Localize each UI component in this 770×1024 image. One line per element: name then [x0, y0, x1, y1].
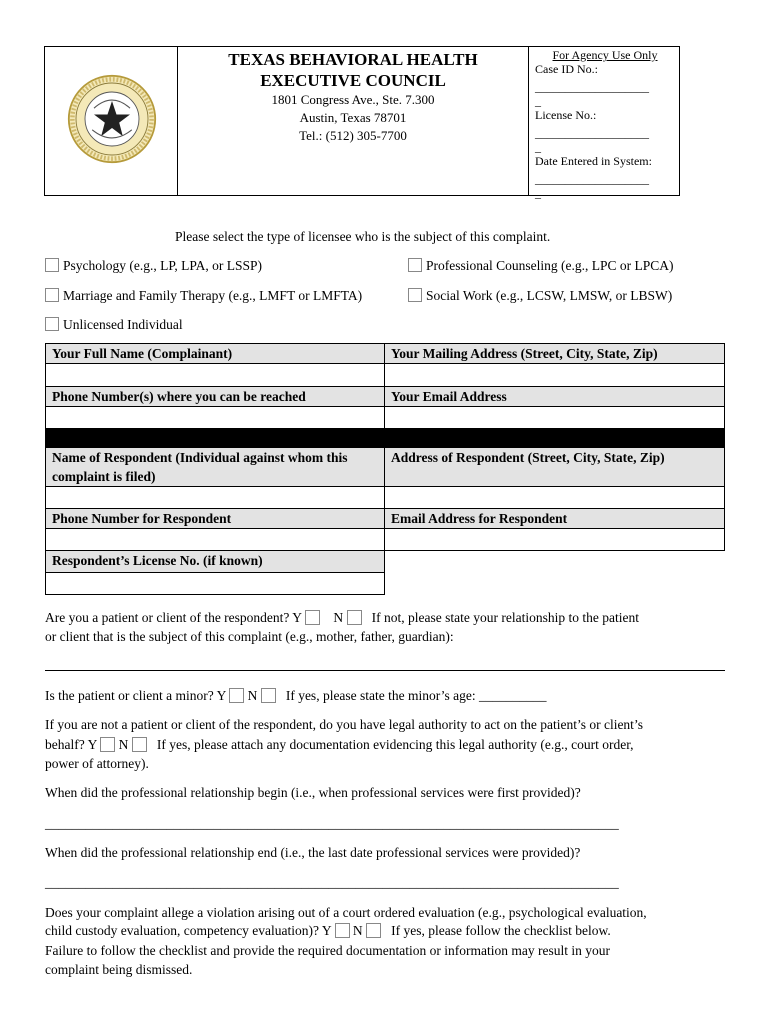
question-relationship-begin: When did the professional relationship begin (i.e., when professional services were first provided)?	[45, 785, 581, 800]
phone-field[interactable]	[46, 407, 385, 429]
relationship-line[interactable]	[45, 670, 725, 671]
header-box	[44, 46, 680, 200]
divider-bar	[385, 429, 725, 448]
respondent-email-field[interactable]	[385, 529, 725, 551]
question-minor: Is the patient or client a minor? Y N If yes, please state the minor’s age: __________	[45, 688, 547, 703]
respondent-address-label: Address of Respondent (Street, City, State, Zip)	[385, 448, 725, 487]
full-name-field[interactable]	[46, 364, 385, 387]
agency-title: TEXAS BEHAVIORAL HEALTH EXECUTIVE COUNCIL	[228, 50, 478, 90]
email-label: Your Email Address	[385, 387, 725, 407]
email-field[interactable]	[385, 407, 725, 429]
option-psychology[interactable]: Psychology (e.g., LP, LPA, or LSSP)	[45, 256, 262, 275]
relationship-end-line[interactable]: _____________________________________________________________________________________	[45, 875, 619, 890]
agency-use-box: For Agency Use Only Case ID No.: ___________________ _ License No.: ___________________ _ Date Entered in System: ___________________ _	[535, 48, 658, 200]
option-unlicensed[interactable]: Unlicensed Individual	[45, 315, 183, 334]
full-name-label: Your Full Name (Complainant)	[46, 344, 385, 364]
question-patient-client: Are you a patient or client of the respondent? Y N If not, please state your relationship to the patient	[45, 610, 639, 625]
seal-cell	[45, 47, 178, 195]
relationship-begin-line[interactable]: _____________________________________________________________________________________	[45, 816, 619, 831]
q6-yes-checkbox[interactable]	[335, 923, 350, 938]
mft-checkbox[interactable]	[45, 288, 59, 302]
agency-address: 1801 Congress Ave., Ste. 7.300 Austin, Texas 78701 Tel.: (512) 305-7700	[271, 92, 435, 143]
phone-label: Phone Number(s) where you can be reached	[46, 387, 385, 407]
option-mft[interactable]: Marriage and Family Therapy (e.g., LMFT or LMFTA)	[45, 286, 362, 305]
question-relationship-end: When did the professional relationship end (i.e., the last date professional services were provided)?	[45, 845, 581, 860]
q2-yes-checkbox[interactable]	[229, 688, 244, 703]
respondent-phone-field[interactable]	[46, 529, 385, 551]
state-seal-icon	[67, 74, 157, 164]
respondent-license-label: Respondent’s License No. (if known)	[46, 551, 385, 573]
respondent-license-field[interactable]	[46, 573, 385, 595]
licensee-prompt: Please select the type of licensee who is the subject of this complaint.	[175, 229, 551, 244]
psychology-checkbox[interactable]	[45, 258, 59, 272]
respondent-email-label: Email Address for Respondent	[385, 509, 725, 529]
question-court-ordered-warning: Failure to follow the checklist and provide the required documentation or information may result in your	[45, 943, 610, 958]
question-court-ordered-cont: child custody evaluation, competency evaluation)? Y N If yes, please follow the checklist below.	[45, 923, 611, 938]
mailing-address-label: Your Mailing Address (Street, City, State, Zip)	[385, 344, 725, 364]
respondent-name-field[interactable]	[46, 487, 385, 509]
divider-bar	[46, 429, 385, 448]
question-court-ordered-end: complaint being dismissed.	[45, 962, 193, 977]
mailing-address-field[interactable]	[385, 364, 725, 387]
q2-no-checkbox[interactable]	[261, 688, 276, 703]
q6-no-checkbox[interactable]	[366, 923, 381, 938]
option-counseling[interactable]: Professional Counseling (e.g., LPC or LPCA)	[408, 256, 674, 275]
q3-yes-checkbox[interactable]	[100, 737, 115, 752]
social-work-checkbox[interactable]	[408, 288, 422, 302]
question-court-ordered: Does your complaint allege a violation arising out of a court ordered evaluation (e.g., psychological evaluation,	[45, 905, 647, 920]
question-patient-client-cont: or client that is the subject of this complaint (e.g., mother, father, guardian):	[45, 629, 454, 644]
respondent-address-field[interactable]	[385, 487, 725, 509]
option-social-work[interactable]: Social Work (e.g., LCSW, LMSW, or LBSW)	[408, 286, 672, 305]
unlicensed-checkbox[interactable]	[45, 317, 59, 331]
complaint-info-table	[45, 343, 725, 595]
question-legal-authority: If you are not a patient or client of the respondent, do you have legal authority to act on the patient’s or client’s	[45, 717, 643, 732]
question-legal-authority-end: power of attorney).	[45, 756, 149, 771]
question-legal-authority-cont: behalf? Y N If yes, please attach any documentation evidencing this legal authority (e.g., court order,	[45, 737, 634, 752]
q1-yes-checkbox[interactable]	[305, 610, 320, 625]
respondent-name-label: Name of Respondent (Individual against whom this complaint is filed)	[46, 448, 385, 487]
counseling-checkbox[interactable]	[408, 258, 422, 272]
q3-no-checkbox[interactable]	[132, 737, 147, 752]
respondent-phone-label: Phone Number for Respondent	[46, 509, 385, 529]
q1-no-checkbox[interactable]	[347, 610, 362, 625]
